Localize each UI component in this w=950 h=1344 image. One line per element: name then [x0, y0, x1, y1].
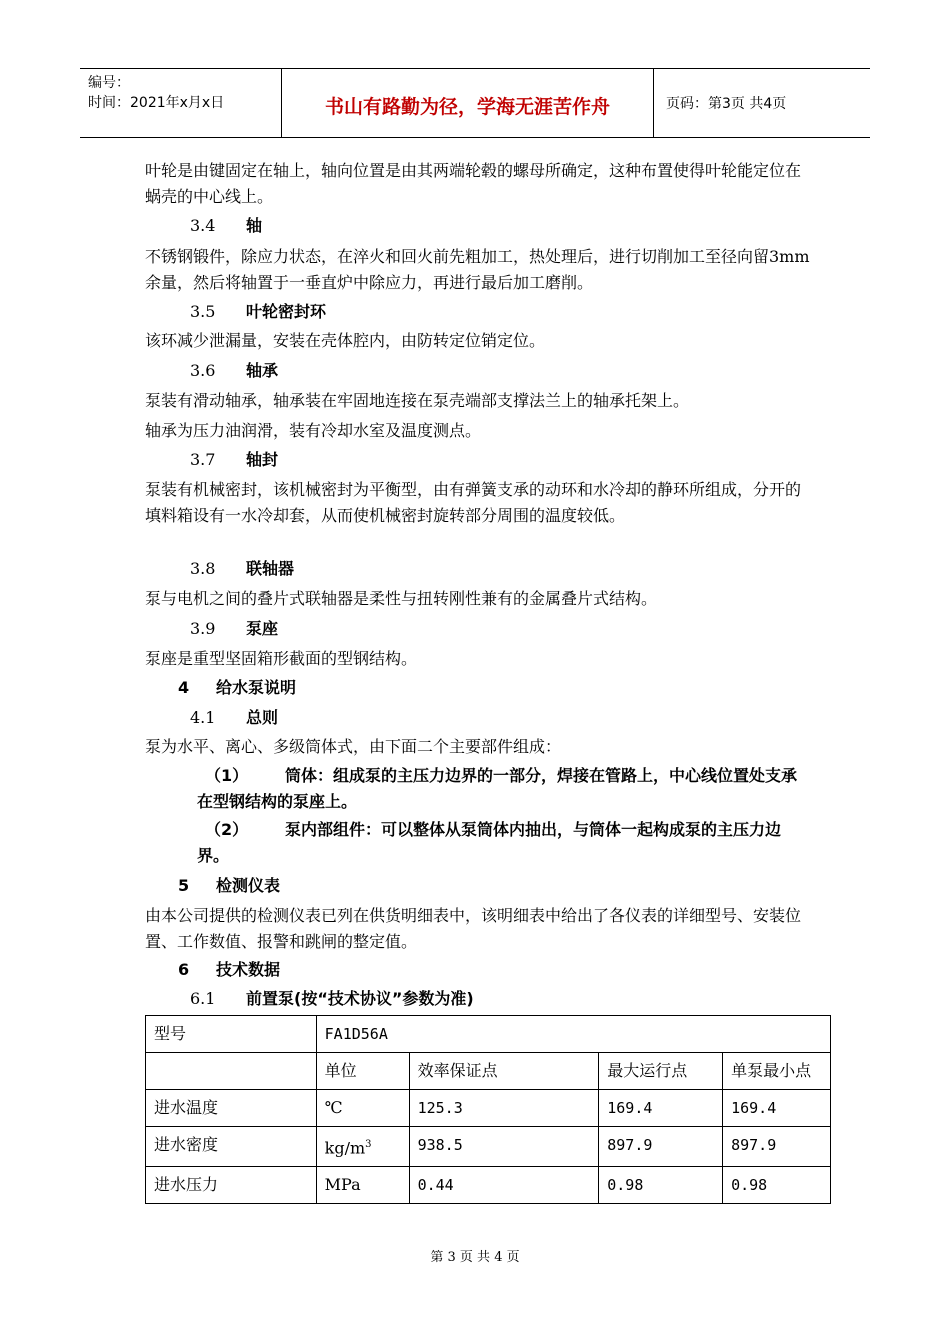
table-cell: 0.98: [723, 1167, 831, 1204]
table-header-cell: [146, 1053, 317, 1090]
table-cell: 进水密度: [146, 1127, 317, 1167]
table-header-cell: 单泵最小点: [723, 1053, 831, 1090]
chapter-heading: 4 给水泵说明: [178, 678, 297, 697]
table-cell: 0.98: [599, 1167, 723, 1204]
list-item: （2） 泵内部组件：可以整体从泵筒体内抽出，与筒体一起构成泵的主压力边界。: [197, 820, 782, 865]
table-header-cell: 效率保证点: [409, 1053, 599, 1090]
table-cell: 897.9: [599, 1127, 723, 1167]
unit-superscript: 3: [365, 1139, 372, 1150]
table-cell: 125.3: [409, 1090, 599, 1127]
table-cell: MPa: [316, 1167, 409, 1204]
table-header-cell: 单位: [316, 1053, 409, 1090]
page-header: [80, 68, 870, 138]
section-heading: 3.4 轴: [190, 216, 263, 235]
header-motto: 书山有路勤为径，学海无涯苦作舟: [282, 69, 654, 137]
table-header-row: [146, 1053, 831, 1090]
section-heading: 3.5 叶轮密封环: [190, 302, 327, 321]
table-cell: 型号: [146, 1016, 317, 1053]
intro-paragraph: 叶轮是由键固定在轴上，轴向位置是由其两端轮毂的螺母所确定，这种布置使得叶轮能定位在蜗壳的中心线上。: [145, 161, 802, 206]
section-paragraph: 泵为水平、离心、多级筒体式，由下面二个主要部件组成：: [145, 737, 562, 756]
unit-text: kg/m: [324, 1138, 366, 1158]
section-heading: 3.8 联轴器: [190, 559, 295, 578]
chapter-heading: 6 技术数据: [178, 960, 281, 979]
table-cell: 0.44: [409, 1167, 599, 1204]
table-row: [146, 1090, 831, 1127]
spec-table: [145, 1015, 831, 1204]
section-paragraph: 轴承为压力油润滑，装有冷却水室及温度测点。: [145, 421, 482, 440]
table-cell: ℃: [316, 1090, 409, 1127]
section-heading: 4.1 总则: [190, 708, 279, 727]
list-item: （1） 筒体：组成泵的主压力边界的一部分，焊接在管路上，中心线位置处支承在型钢结构的泵座上。: [197, 766, 798, 811]
chapter-heading: 5 检测仪表: [178, 876, 281, 895]
section-heading: 3.6 轴承: [190, 361, 279, 380]
time-label: 时间：2021年x月x日: [88, 95, 225, 111]
table-cell: FA1D56A: [316, 1016, 830, 1053]
section-paragraph: 不锈钢锻件，除应力状态，在淬火和回火前先粗加工，热处理后，进行切削加工至径向留3mm余量，然后将轴置于一垂直炉中除应力，再进行最后加工磨削。: [145, 247, 810, 292]
table-header-cell: 最大运行点: [599, 1053, 723, 1090]
table-cell: 进水温度: [146, 1090, 317, 1127]
table-row: [146, 1127, 831, 1167]
section-heading: 3.9 泵座: [190, 619, 279, 638]
section-paragraph: 该环减少泄漏量，安装在壳体腔内，由防转定位销定位。: [145, 331, 546, 350]
section-paragraph: 泵与电机之间的叠片式联轴器是柔性与扭转刚性兼有的金属叠片式结构。: [145, 589, 658, 608]
table-cell: 169.4: [599, 1090, 723, 1127]
table-row: [146, 1167, 831, 1204]
page-footer: 第 3 页 共 4 页: [430, 1250, 520, 1265]
header-page-info: 页码：第3页 共4页: [666, 96, 787, 112]
table-cell: [316, 1127, 409, 1167]
header-meta: [80, 69, 282, 137]
section-paragraph: 泵座是重型坚固箱形截面的型钢结构。: [145, 649, 418, 668]
section-heading: 3.7 轴封: [190, 450, 279, 469]
table-cell: 169.4: [723, 1090, 831, 1127]
section-paragraph: 泵装有机械密封，该机械密封为平衡型，由有弹簧支承的动环和水冷却的静环所组成，分开的填料箱设有一水冷却套，从而使机械密封旋转部分周围的温度较低。: [145, 480, 802, 525]
code-label: 编号：: [88, 75, 130, 91]
section-heading: 6.1 前置泵(按“技术协议”参数为准): [190, 989, 474, 1008]
section-paragraph: 泵装有滑动轴承，轴承装在牢固地连接在泵壳端部支撑法兰上的轴承托架上。: [145, 391, 690, 410]
table-cell: 897.9: [723, 1127, 831, 1167]
table-cell: 进水压力: [146, 1167, 317, 1204]
section-paragraph: 由本公司提供的检测仪表已列在供货明细表中，该明细表中给出了各仪表的详细型号、安装位置、工作数值、报警和跳闸的整定值。: [145, 906, 802, 951]
table-cell: 938.5: [409, 1127, 599, 1167]
table-row: [146, 1016, 831, 1053]
